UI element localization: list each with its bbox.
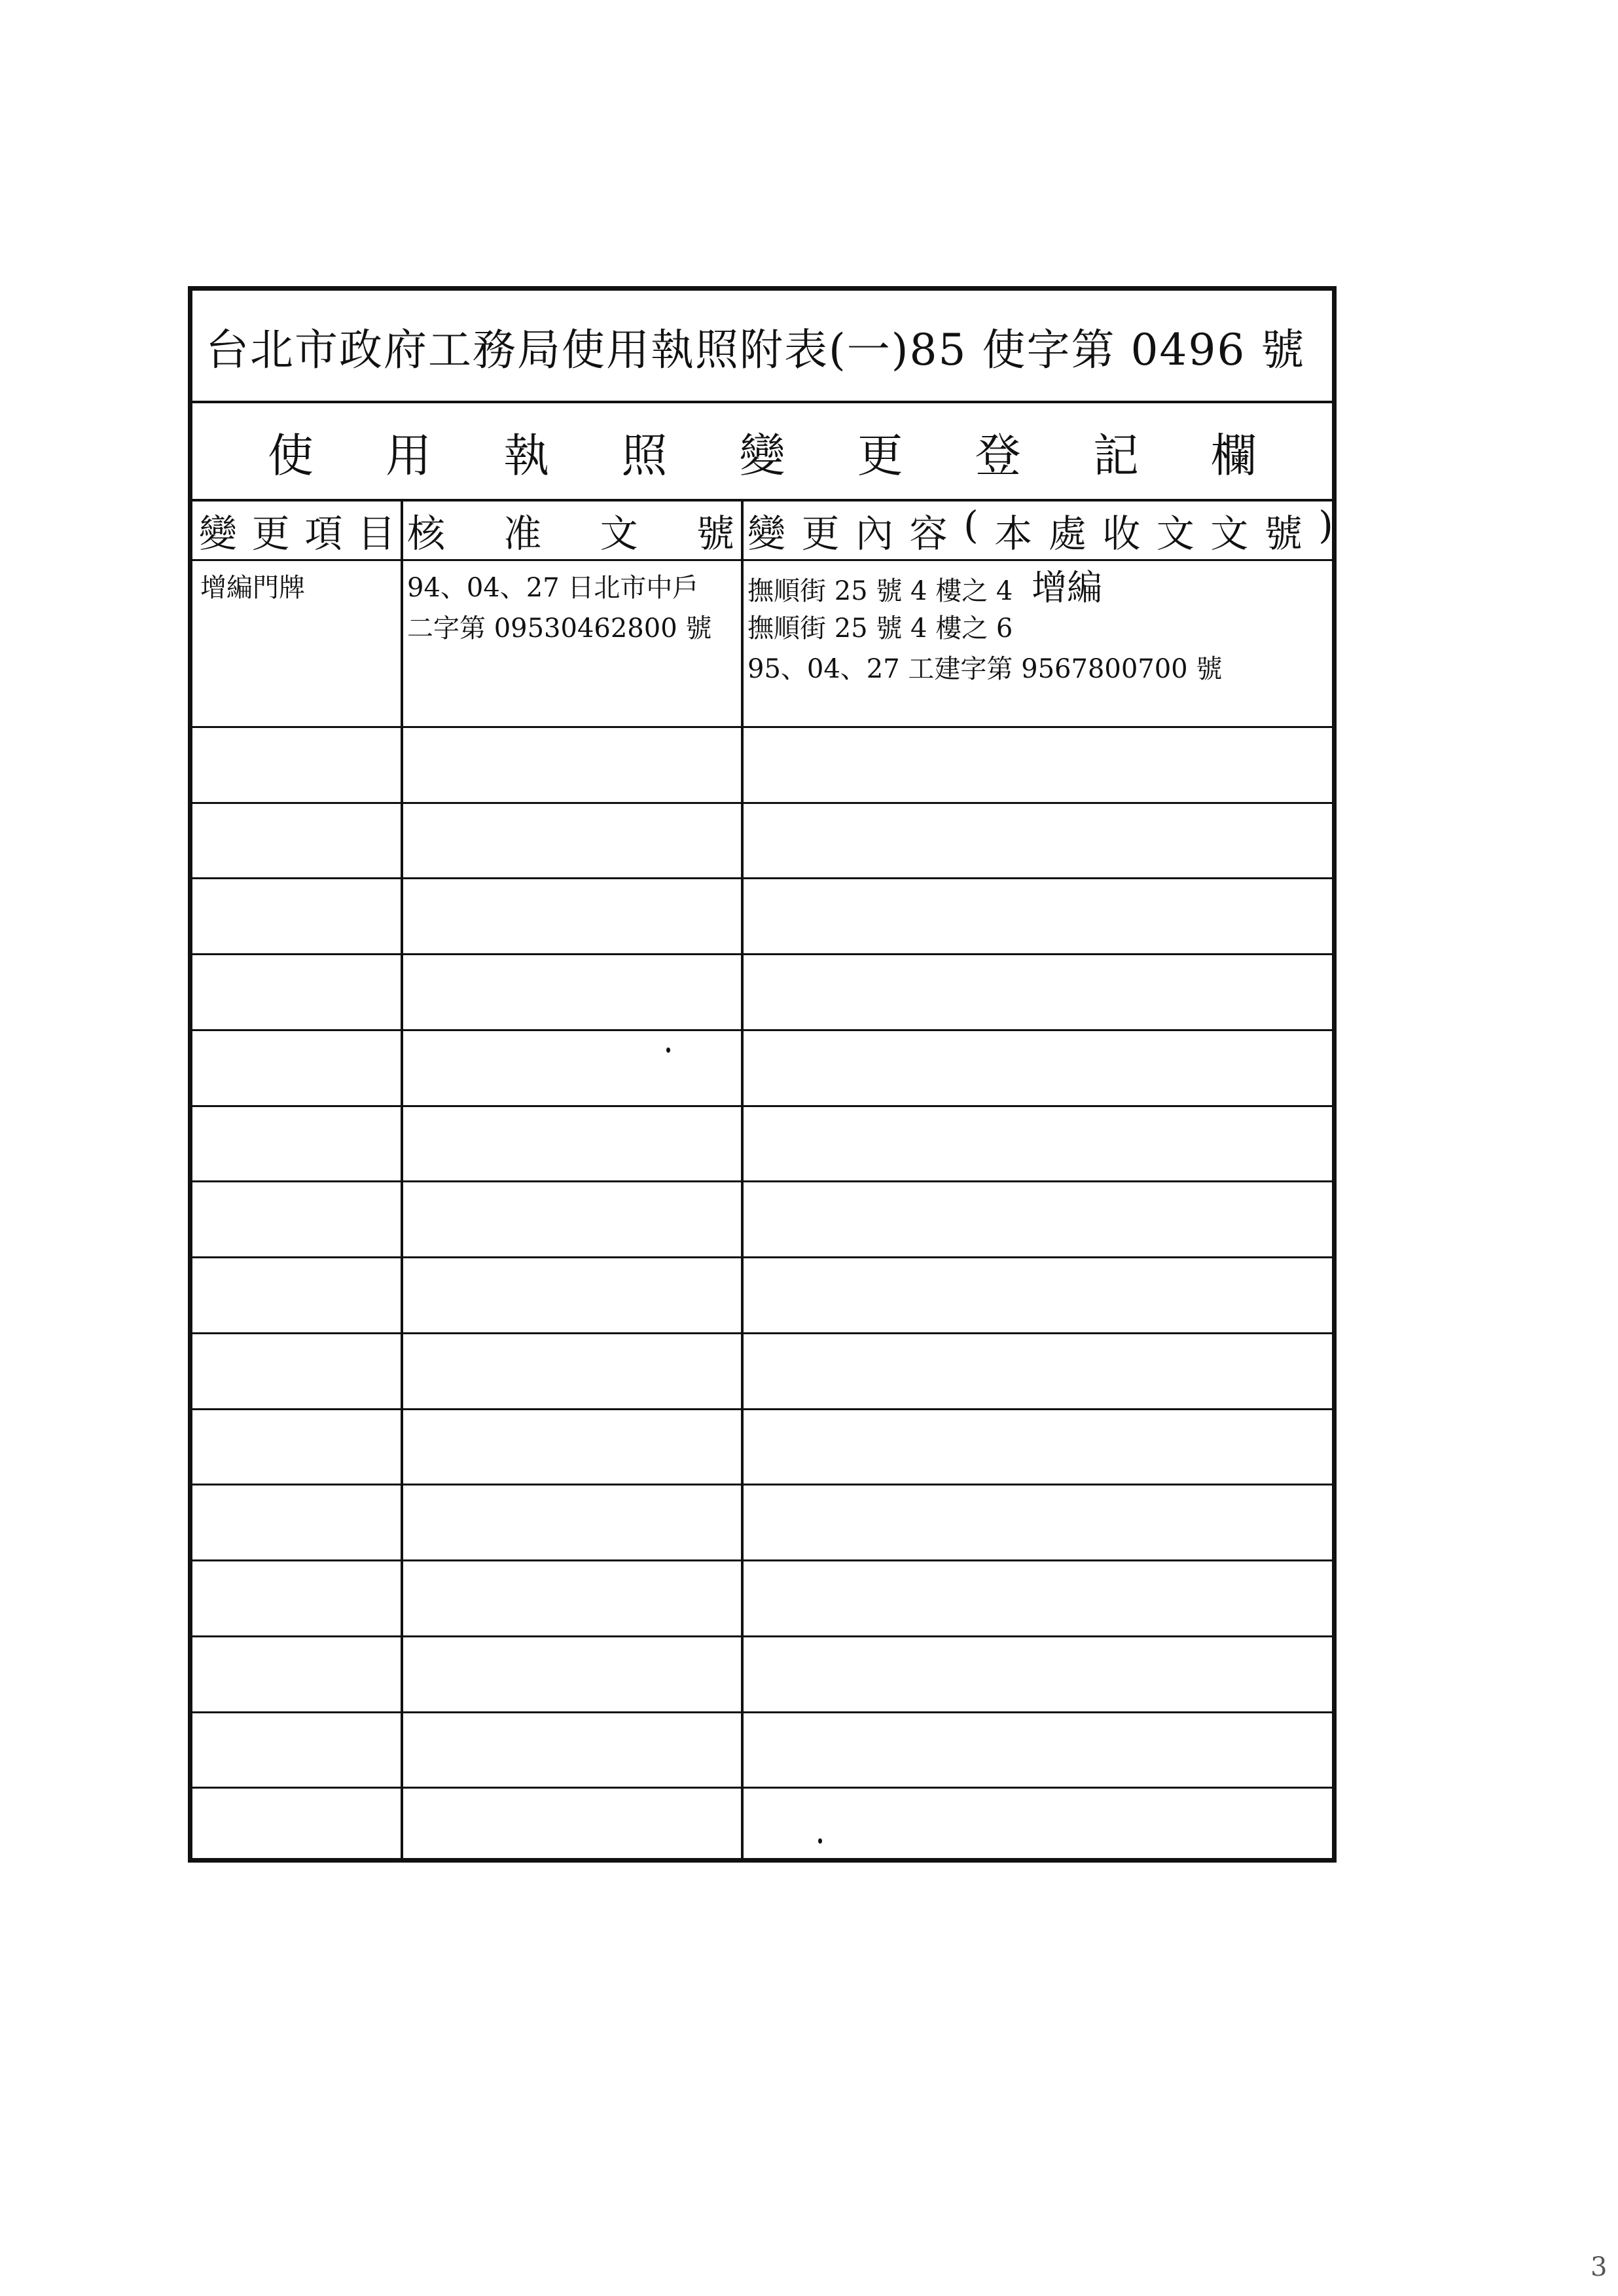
content-note: 增編 <box>1032 567 1103 608</box>
section-title <box>192 405 1332 498</box>
column-header-char: 目 <box>357 511 395 556</box>
usage-license-form <box>188 286 1337 1863</box>
content-line3: 95、04、27 工建字第 9567800700 號 <box>747 654 1223 684</box>
divider <box>192 559 1332 561</box>
page-mark: 3 <box>1591 2252 1608 2282</box>
column-header-char: 處 <box>1048 511 1087 556</box>
row-divider <box>192 1029 1332 1031</box>
form-title: 台北市政府工務局使用執照附表(一)85 使字第 0496 號 <box>206 324 1306 375</box>
column-header-char: 號 <box>1264 511 1303 556</box>
approval-no-line2: 二字第 09530462800 號 <box>407 613 712 644</box>
section-title-char: 欄 <box>1210 428 1257 483</box>
content-line2: 撫順街 25 號 4 樓之 6 <box>747 613 1013 644</box>
section-title-char: 執 <box>503 428 550 483</box>
divider <box>192 401 1332 403</box>
approval-no-line1: 94、04、27 日北市中戶 <box>407 573 699 603</box>
column-header-char: 項 <box>304 511 343 556</box>
column-header-char: 文 <box>600 511 638 556</box>
divider <box>192 499 1332 501</box>
column-header-char: 文 <box>1156 511 1195 556</box>
column-header-char: 號 <box>696 511 734 556</box>
column-header-char: ( <box>963 503 979 547</box>
section-title-char: 記 <box>1092 428 1139 483</box>
row-divider <box>192 1787 1332 1789</box>
scan-speck <box>666 1048 670 1053</box>
section-title-char: 照 <box>621 428 668 483</box>
header-change-content <box>747 503 1333 557</box>
column-header-char: 更 <box>251 511 290 556</box>
row-divider <box>192 1256 1332 1258</box>
column-header-char: 變 <box>199 511 238 556</box>
column-header-char: 准 <box>503 511 542 556</box>
change-item-cell: 增編門牌 <box>200 573 305 603</box>
row-divider <box>192 877 1332 879</box>
row-divider <box>192 726 1332 728</box>
header-change-item <box>199 503 395 557</box>
row-divider <box>192 1180 1332 1182</box>
row-divider <box>192 1711 1332 1713</box>
row-divider <box>192 1484 1332 1485</box>
column-header-char: 本 <box>994 511 1033 556</box>
column-header-char: 容 <box>909 511 948 556</box>
column-header-char: 文 <box>1210 511 1249 556</box>
header-approval-no <box>407 503 734 557</box>
row-divider <box>192 1105 1332 1107</box>
section-title-char: 變 <box>739 428 785 483</box>
row-divider <box>192 953 1332 955</box>
row-divider <box>192 1332 1332 1334</box>
column-header-char: ) <box>1318 503 1333 547</box>
column-header-char: 收 <box>1102 511 1141 556</box>
content-address-1: 撫順街 25 號 4 樓之 4 <box>747 576 1013 606</box>
row-divider <box>192 802 1332 804</box>
column-header-char: 變 <box>747 511 786 556</box>
row-divider <box>192 1559 1332 1561</box>
content-line1 <box>747 567 1102 612</box>
row-divider <box>192 1635 1332 1637</box>
scan-speck <box>818 1838 822 1844</box>
section-title-char: 用 <box>386 428 432 483</box>
section-title-char: 使 <box>268 428 314 483</box>
row-divider <box>192 1408 1332 1410</box>
column-header-char: 核 <box>407 511 446 556</box>
section-title-char: 更 <box>857 428 903 483</box>
column-header-char: 內 <box>855 511 894 556</box>
section-title-char: 登 <box>975 428 1021 483</box>
column-header-char: 更 <box>801 511 840 556</box>
